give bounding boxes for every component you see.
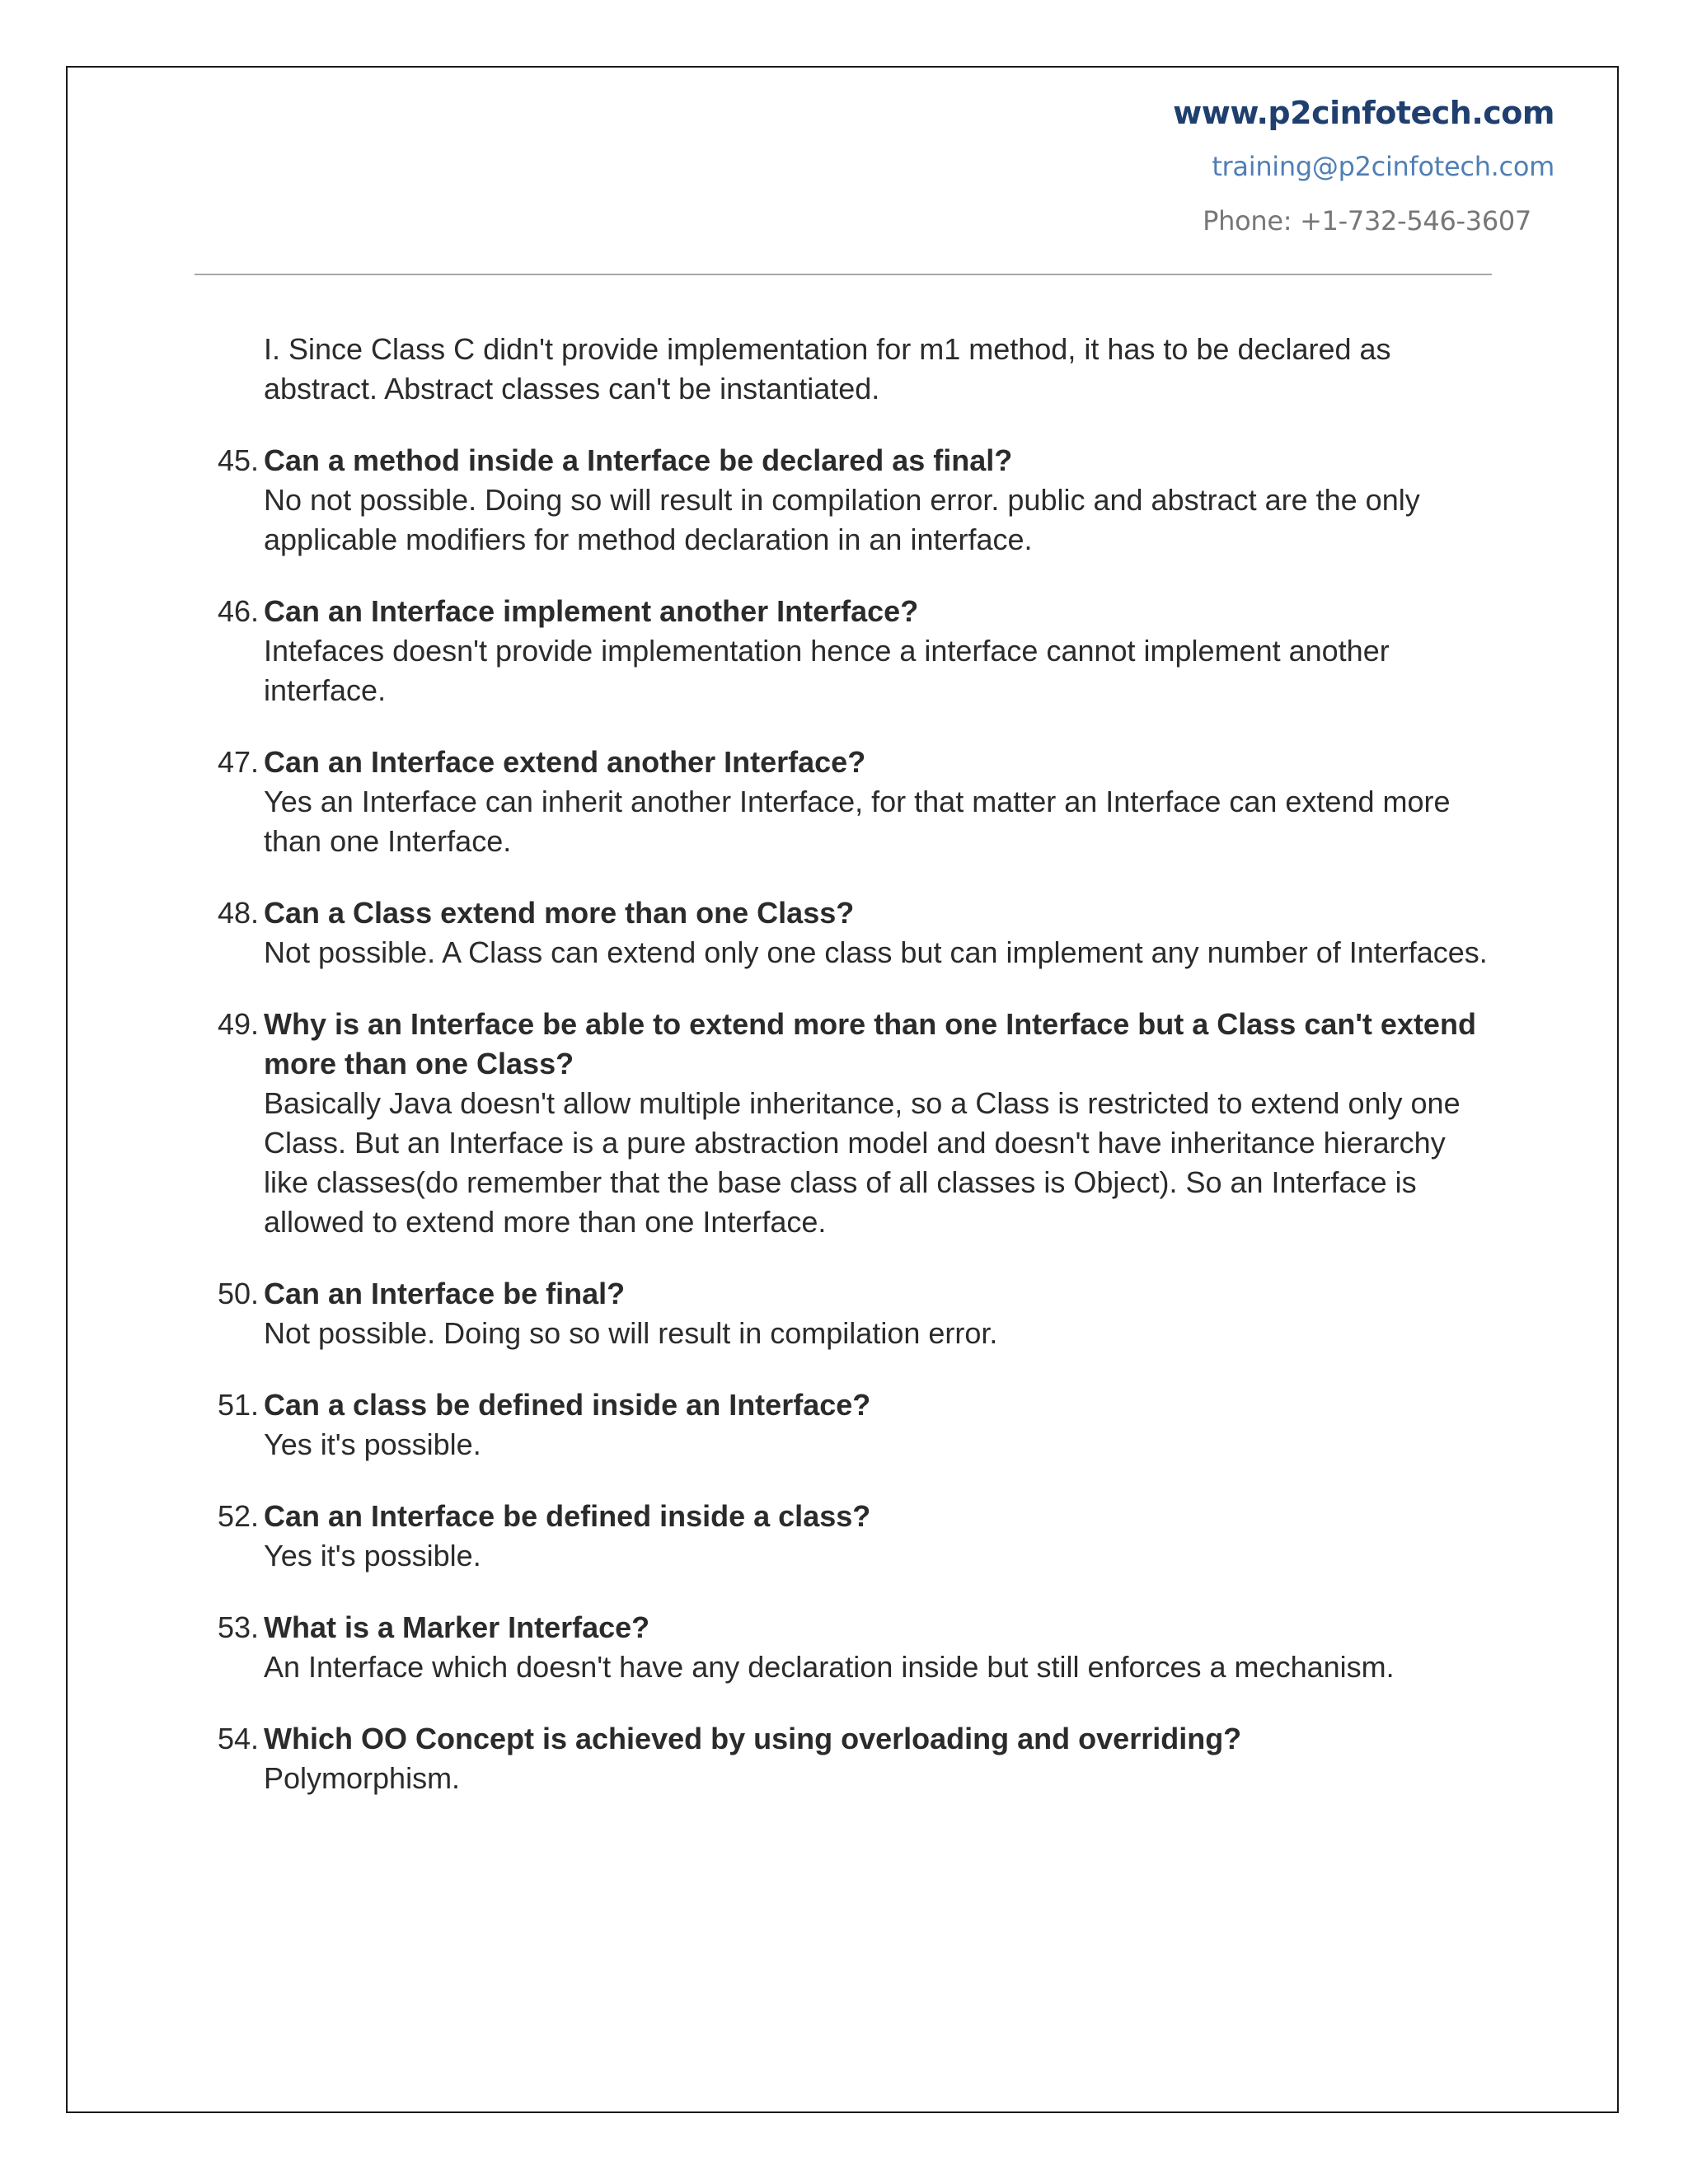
answer-text: Intefaces doesn't provide implementation hence a interface cannot implement another interface. xyxy=(264,634,1390,707)
question-number: 46. xyxy=(217,594,259,628)
qa-item-51 xyxy=(195,1385,1497,1465)
question-text: Can a Class extend more than one Class? xyxy=(264,896,855,930)
intro-paragraph: I. Since Class C didn't provide implementation for m1 method, it has to be declared as abstract. Abstract classes can't be instantiated. xyxy=(264,332,1391,405)
qa-item-54 xyxy=(195,1719,1497,1798)
answer-text: No not possible. Doing so will result in compilation error. public and abstract are the only applicable modifiers for method declaration in an interface. xyxy=(264,483,1420,556)
question-number: 54. xyxy=(217,1722,259,1755)
answer-text: Not possible. Doing so so will result in compilation error. xyxy=(264,1316,998,1350)
website-link[interactable]: www.p2cinfotech.com xyxy=(1173,95,1554,131)
document-body xyxy=(195,330,1497,1830)
question-text: Can a class be defined inside an Interface? xyxy=(264,1388,871,1422)
question-text: Can an Interface be defined inside a class? xyxy=(264,1499,871,1533)
question-number: 52. xyxy=(217,1499,259,1533)
question-text: Can an Interface implement another Interface? xyxy=(264,594,919,628)
question-number: 53. xyxy=(217,1610,259,1644)
question-text: Why is an Interface be able to extend more than one Interface but a Class can't extend more than one Class? xyxy=(264,1007,1476,1080)
question-text: What is a Marker Interface? xyxy=(264,1610,650,1644)
question-text: Which OO Concept is achieved by using overloading and overriding? xyxy=(264,1722,1242,1755)
qa-item-48 xyxy=(195,893,1497,972)
question-number: 51. xyxy=(217,1388,259,1422)
question-number: 45. xyxy=(217,443,259,477)
question-number: 48. xyxy=(217,896,259,930)
answer-text: Not possible. A Class can extend only one class but can implement any number of Interfaces. xyxy=(264,935,1488,969)
email-link[interactable]: training@p2cinfotech.com xyxy=(1212,151,1554,182)
qa-item-49 xyxy=(195,1005,1497,1242)
question-text: Can an Interface be final? xyxy=(264,1277,626,1310)
qa-item-52 xyxy=(195,1497,1497,1576)
answer-text: Basically Java doesn't allow multiple inheritance, so a Class is restricted to extend only one Class. But an Interface is a pure abstraction model and doesn't have inheritance hierarchy like classes(do remember that the base class of all classes is Object). So an Interface is allowed to extend more than one Interface. xyxy=(264,1086,1461,1239)
page-header xyxy=(1173,95,1554,237)
answer-text: Yes it's possible. xyxy=(264,1427,481,1461)
question-number: 49. xyxy=(217,1007,259,1041)
qa-item-53 xyxy=(195,1608,1497,1687)
question-number: 50. xyxy=(217,1277,259,1310)
question-number: 47. xyxy=(217,745,259,779)
header-divider xyxy=(195,274,1492,275)
qa-item-50 xyxy=(195,1274,1497,1353)
answer-text: An Interface which doesn't have any declaration inside but still enforces a mechanism. xyxy=(264,1650,1395,1684)
qa-item-47 xyxy=(195,743,1497,861)
qa-item-45 xyxy=(195,441,1497,560)
answer-text: Yes it's possible. xyxy=(264,1539,481,1572)
question-text: Can a method inside a Interface be declared as final? xyxy=(264,443,1013,477)
answer-text: Yes an Interface can inherit another Interface, for that matter an Interface can extend more than one Interface. xyxy=(264,785,1451,858)
answer-text: Polymorphism. xyxy=(264,1761,461,1795)
phone-number: Phone: +1-732-546-3607 xyxy=(1203,205,1531,237)
qa-item-46 xyxy=(195,592,1497,710)
question-text: Can an Interface extend another Interface? xyxy=(264,745,866,779)
